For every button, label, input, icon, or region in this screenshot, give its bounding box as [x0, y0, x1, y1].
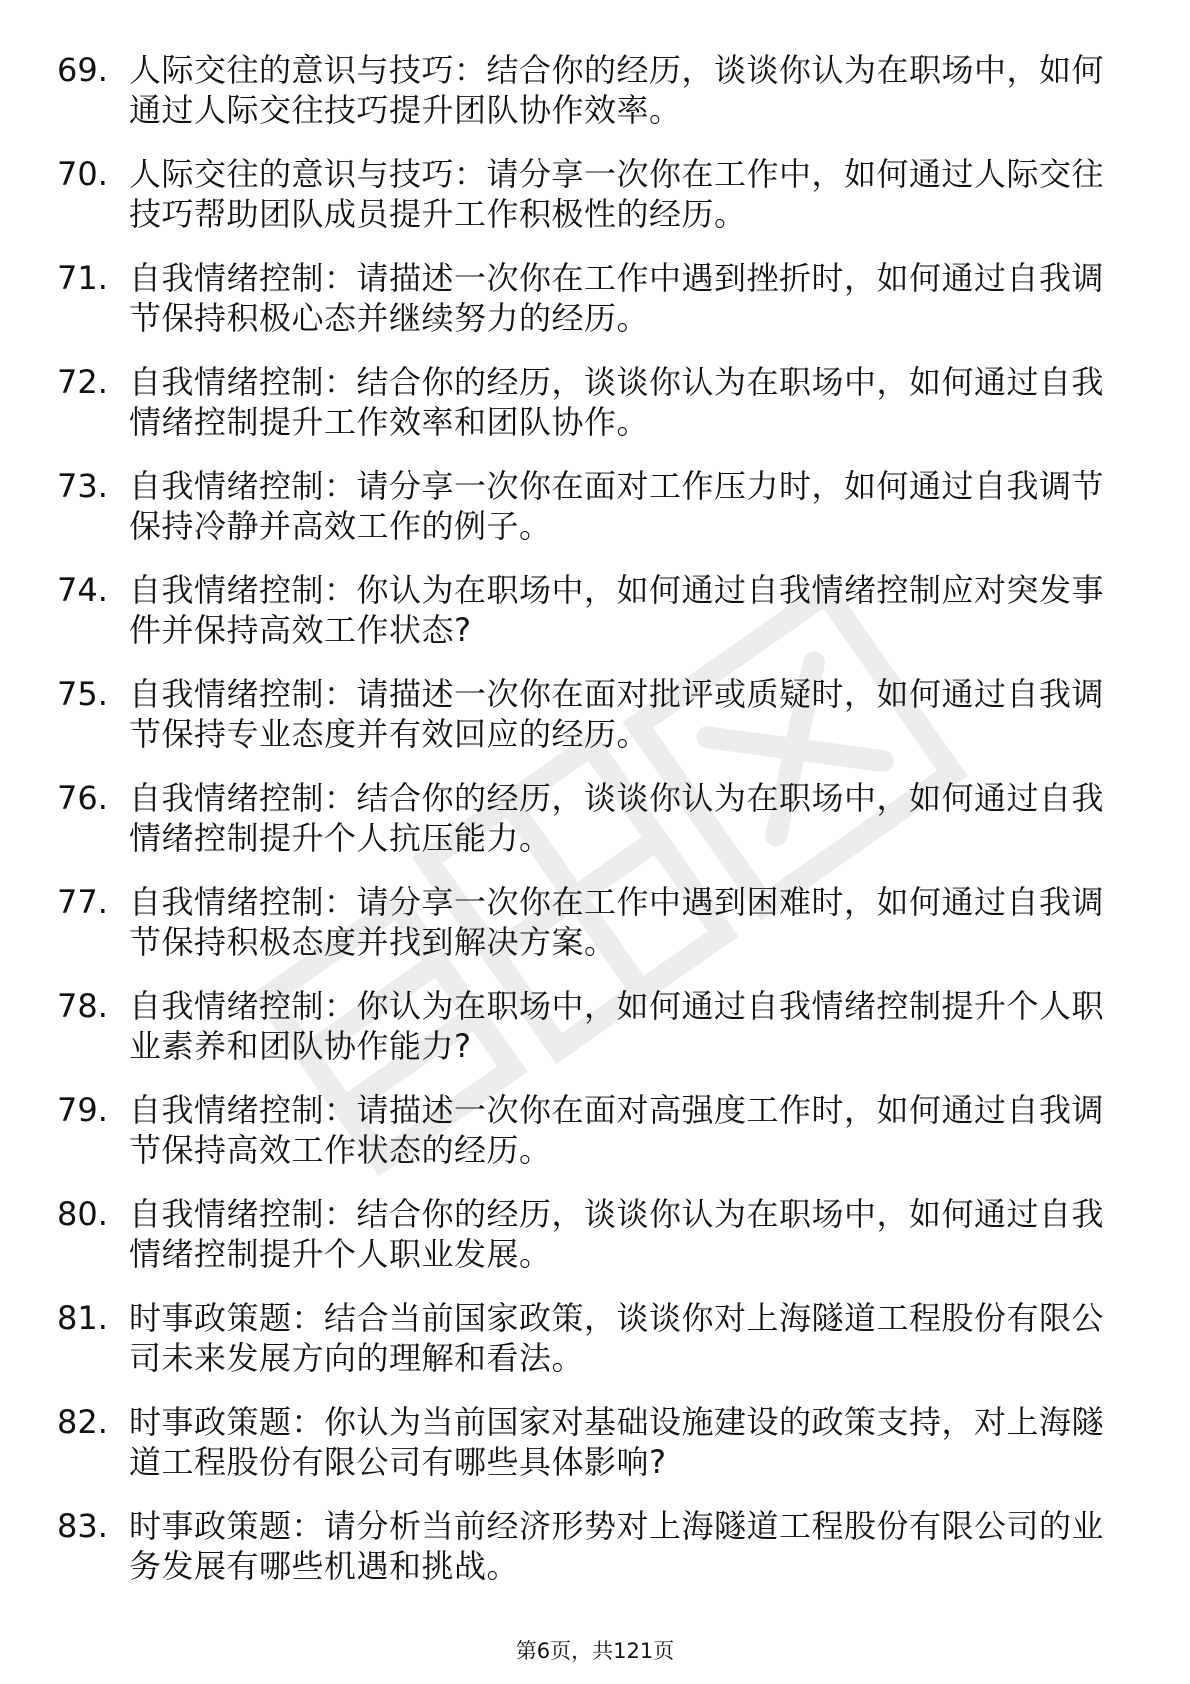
question-number: 80.: [57, 1195, 108, 1233]
question-number: 70.: [57, 155, 108, 193]
question-text: 自我情绪控制：请分享一次你在工作中遇到困难时，如何通过自我调节保持积极态度并找到解决方案。: [129, 883, 1105, 961]
list-item: [57, 778, 1137, 858]
page-footer: 第6页，共121页: [515, 1639, 675, 1663]
question-text: 自我情绪控制：你认为在职场中，如何通过自我情绪控制应对突发事件并保持高效工作状态?: [129, 571, 1105, 649]
question-number: 73.: [57, 467, 108, 505]
list-item: [57, 1090, 1137, 1170]
list-item: [57, 986, 1137, 1066]
list-item: [57, 258, 1137, 338]
question-number: 79.: [57, 1091, 108, 1129]
question-number: 74.: [57, 571, 108, 609]
question-number: 71.: [57, 259, 108, 297]
question-text: 自我情绪控制：请分享一次你在面对工作压力时，如何通过自我调节保持冷静并高效工作的例子。: [129, 467, 1105, 545]
question-text: 自我情绪控制：结合你的经历，谈谈你认为在职场中，如何通过自我情绪控制提升个人抗压能力。: [129, 779, 1105, 857]
question-text: 时事政策题：结合当前国家政策，谈谈你对上海隧道工程股份有限公司未来发展方向的理解和看法。: [129, 1299, 1105, 1377]
list-item: [57, 466, 1137, 546]
question-text: 自我情绪控制：结合你的经历，谈谈你认为在职场中，如何通过自我情绪控制提升个人职业发展。: [129, 1195, 1105, 1273]
question-number: 69.: [57, 51, 108, 89]
list-item: [57, 154, 1137, 234]
list-item: [57, 674, 1137, 754]
question-number: 81.: [57, 1299, 108, 1337]
question-number: 75.: [57, 675, 108, 713]
question-text: 自我情绪控制：你认为在职场中，如何通过自我情绪控制提升个人职业素养和团队协作能力?: [129, 987, 1105, 1065]
question-number: 82.: [57, 1403, 108, 1441]
question-text: 自我情绪控制：请描述一次你在面对高强度工作时，如何通过自我调节保持高效工作状态的经历。: [129, 1091, 1105, 1169]
question-text: 人际交往的意识与技巧：请分享一次你在工作中，如何通过人际交往技巧帮助团队成员提升工作积极性的经历。: [129, 155, 1105, 233]
question-number: 83.: [57, 1507, 108, 1545]
question-list: [57, 50, 1137, 1610]
question-number: 78.: [57, 987, 108, 1025]
question-text: 自我情绪控制：请描述一次你在面对批评或质疑时，如何通过自我调节保持专业态度并有效回应的经历。: [129, 675, 1105, 753]
question-text: 自我情绪控制：请描述一次你在工作中遇到挫折时，如何通过自我调节保持积极心态并继续努力的经历。: [129, 259, 1105, 337]
list-item: [57, 1298, 1137, 1378]
question-text: 时事政策题：请分析当前经济形势对上海隧道工程股份有限公司的业务发展有哪些机遇和挑战。: [129, 1507, 1105, 1585]
list-item: [57, 570, 1137, 650]
question-number: 77.: [57, 883, 108, 921]
list-item: [57, 1506, 1137, 1586]
question-text: 自我情绪控制：结合你的经历，谈谈你认为在职场中，如何通过自我情绪控制提升工作效率和团队协作。: [129, 363, 1105, 441]
list-item: [57, 1194, 1137, 1274]
question-text: 时事政策题：你认为当前国家对基础设施建设的政策支持，对上海隧道工程股份有限公司有哪些具体影响?: [129, 1403, 1105, 1481]
list-item: [57, 1402, 1137, 1482]
question-number: 72.: [57, 363, 108, 401]
question-text: 人际交往的意识与技巧：结合你的经历，谈谈你认为在职场中，如何通过人际交往技巧提升团队协作效率。: [129, 51, 1105, 129]
list-item: [57, 50, 1137, 130]
question-number: 76.: [57, 779, 108, 817]
list-item: [57, 362, 1137, 442]
list-item: [57, 882, 1137, 962]
